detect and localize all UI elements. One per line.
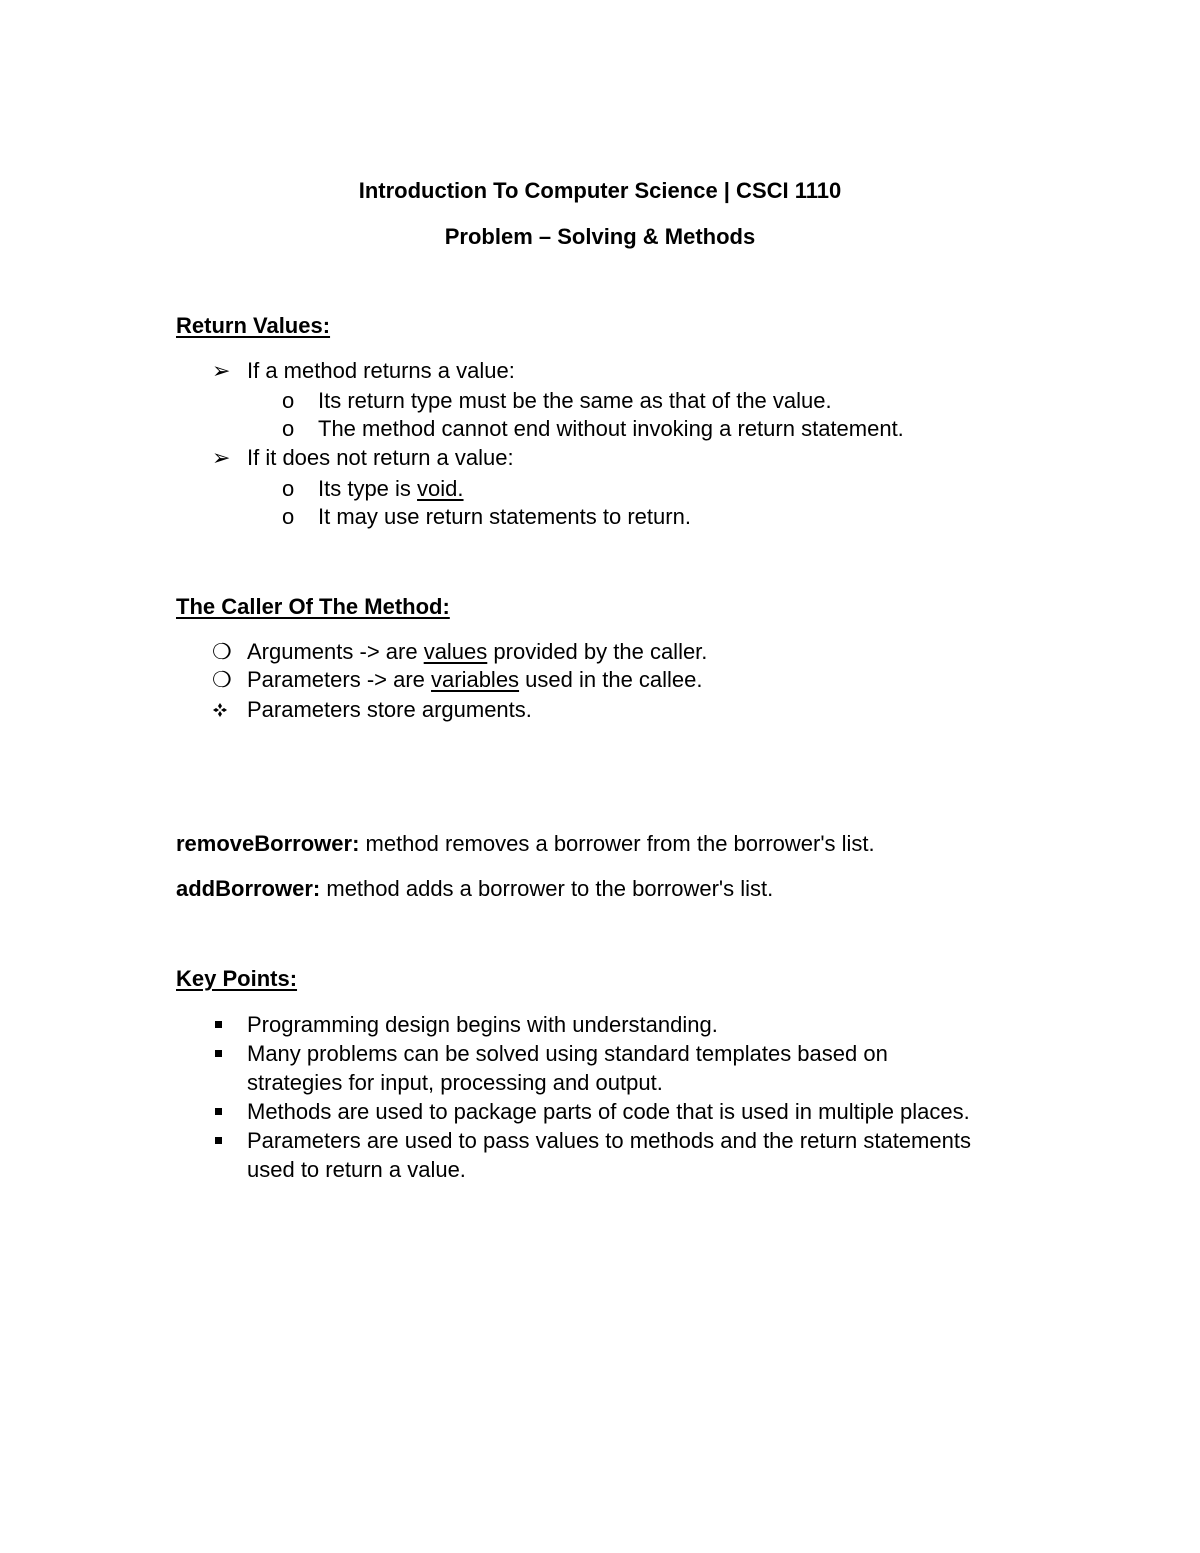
return-item-1-sub-1: Its return type must be the same as that of the value. bbox=[318, 388, 832, 413]
remove-borrower-name: removeBorrower: bbox=[176, 831, 360, 856]
return-values-heading: Return Values: bbox=[176, 313, 331, 338]
square-bullet-icon bbox=[212, 1128, 219, 1154]
square-bullet-icon bbox=[212, 1041, 219, 1067]
parameters-suffix: used in the callee. bbox=[519, 667, 703, 692]
caller-heading: The Caller Of The Method: bbox=[176, 594, 450, 619]
circle-bullet-icon: o bbox=[282, 388, 295, 413]
diamond-bullet-icon bbox=[212, 697, 228, 723]
add-borrower-name: addBorrower: bbox=[176, 876, 321, 901]
key-point-3: Methods are used to package parts of code that is used in multiple places. bbox=[247, 1099, 970, 1124]
return-item-2-sub-1 bbox=[318, 476, 464, 502]
caller-item-3: Parameters store arguments. bbox=[247, 697, 532, 722]
return-item-2: If it does not return a value: bbox=[247, 445, 514, 470]
document-subtitle: Problem – Solving & Methods bbox=[444, 224, 756, 249]
remove-borrower-line bbox=[176, 831, 875, 857]
return-item-1-sub-2: The method cannot end without invoking a return statement. bbox=[318, 416, 904, 441]
arrow-bullet-icon: ➢ bbox=[212, 445, 231, 470]
arguments-prefix: Arguments -> are bbox=[247, 639, 424, 664]
return-item-1: If a method returns a value: bbox=[247, 358, 515, 383]
square-bullet-icon bbox=[212, 1012, 219, 1038]
variables-term: variables bbox=[431, 667, 520, 692]
key-points-heading: Key Points: bbox=[176, 966, 298, 991]
caller-item-1 bbox=[247, 639, 707, 665]
caller-item-2 bbox=[247, 667, 703, 693]
add-borrower-line bbox=[176, 876, 773, 902]
key-point-2-line-2: strategies for input, processing and output. bbox=[247, 1070, 663, 1095]
circle-bullet-icon: o bbox=[282, 416, 295, 441]
square-bullet-icon bbox=[212, 1099, 219, 1125]
void-prefix: Its type is bbox=[318, 476, 418, 501]
document-title: Introduction To Computer Science | CSCI 1110 bbox=[358, 178, 842, 203]
parameters-prefix: Parameters -> are bbox=[247, 667, 432, 692]
arguments-suffix: provided by the caller. bbox=[487, 639, 708, 664]
key-point-2-line-1: Many problems can be solved using standard templates based on bbox=[247, 1041, 888, 1066]
open-circle-icon: ❍ bbox=[212, 639, 232, 664]
key-point-1: Programming design begins with understanding. bbox=[247, 1012, 718, 1037]
values-term: values bbox=[423, 639, 488, 664]
circle-bullet-icon: o bbox=[282, 504, 295, 529]
key-point-4-line-1: Parameters are used to pass values to methods and the return statements bbox=[247, 1128, 971, 1153]
circle-bullet-icon: o bbox=[282, 476, 295, 501]
add-borrower-desc: method adds a borrower to the borrower's list. bbox=[320, 876, 774, 901]
open-circle-icon: ❍ bbox=[212, 667, 232, 692]
return-item-2-sub-2: It may use return statements to return. bbox=[318, 504, 691, 529]
remove-borrower-desc: method removes a borrower from the borrower's list. bbox=[359, 831, 875, 856]
void-keyword: void. bbox=[417, 476, 464, 501]
arrow-bullet-icon: ➢ bbox=[212, 358, 231, 383]
key-point-4-line-2: used to return a value. bbox=[247, 1157, 466, 1182]
